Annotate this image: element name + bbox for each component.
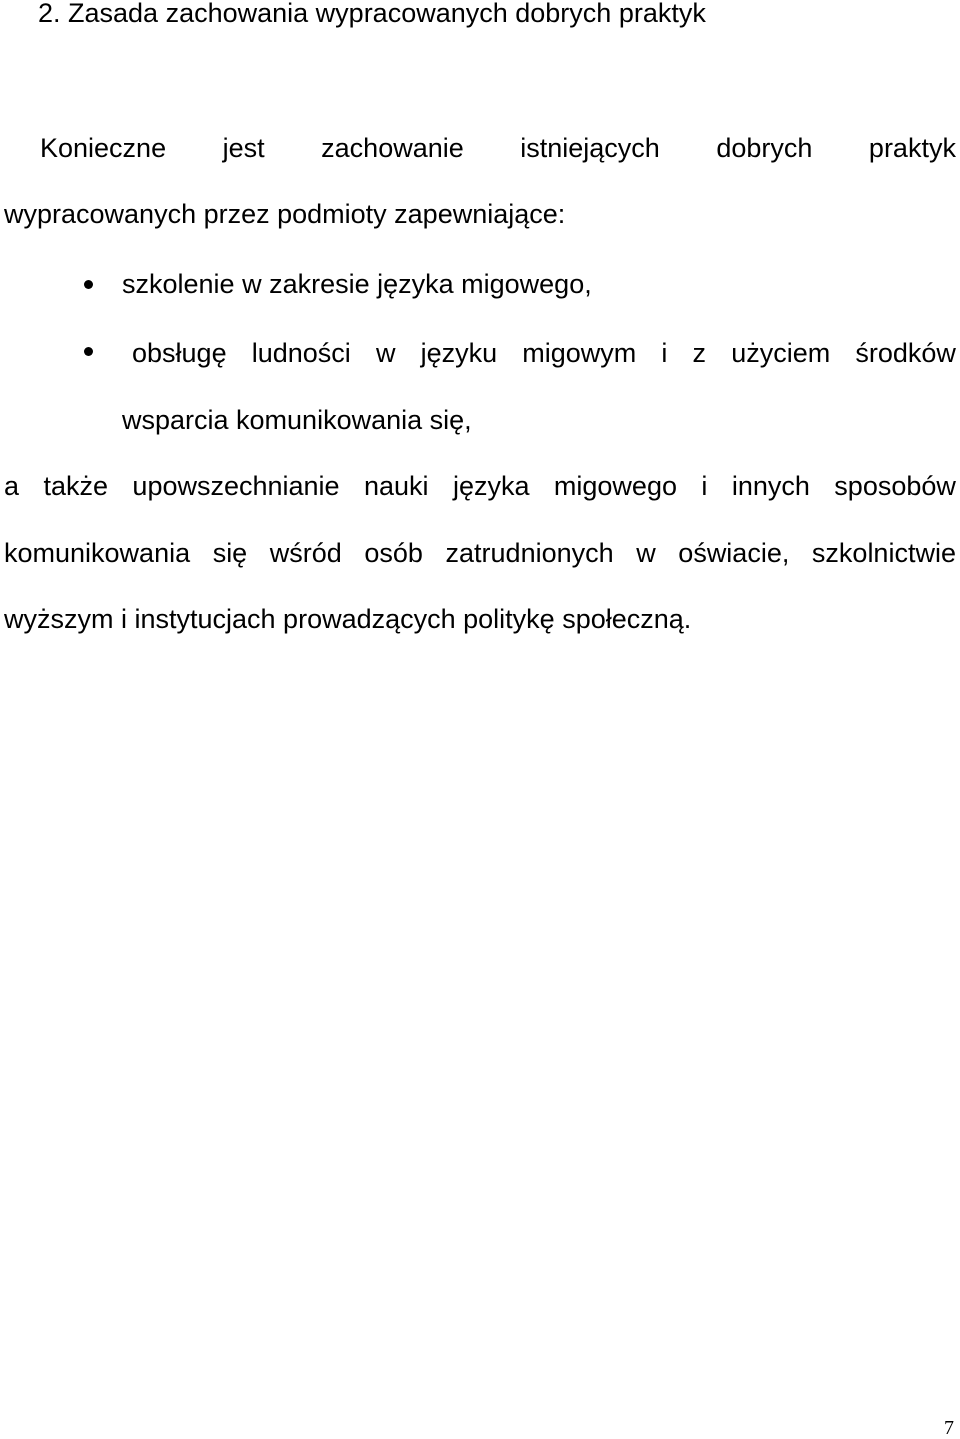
page-number: 7	[944, 1417, 954, 1439]
word: praktyk	[868, 133, 956, 163]
word: i	[701, 471, 708, 501]
word: ludności	[251, 338, 351, 368]
word: i	[661, 338, 668, 368]
word: oświacie,	[678, 538, 790, 568]
word: środków	[855, 338, 956, 368]
word: także	[43, 471, 108, 501]
word: się	[212, 538, 248, 568]
word: a	[4, 471, 20, 501]
word: innych	[731, 471, 810, 501]
closing-line-1	[4, 470, 956, 502]
bullet-dot-icon	[84, 280, 93, 289]
word: użyciem	[731, 338, 831, 368]
word: w	[375, 338, 396, 368]
word: migowym	[522, 338, 637, 368]
intro-line-2: wypracowanych przez podmioty zapewniające:	[4, 199, 566, 229]
word: w	[636, 538, 656, 568]
word: migowego	[553, 471, 677, 501]
word: języku	[420, 338, 498, 368]
word: obsługę	[132, 338, 227, 368]
word: języka	[452, 471, 530, 501]
word: komunikowania	[4, 538, 191, 568]
bullet-item-1: szkolenie w zakresie języka migowego,	[122, 269, 592, 299]
word: zachowanie	[321, 133, 464, 163]
word: upowszechnianie	[132, 471, 340, 501]
word: dobrych	[716, 133, 813, 163]
word: wśród	[269, 538, 342, 568]
section-heading: 2. Zasada zachowania wypracowanych dobrych praktyk	[38, 0, 706, 28]
word: jest	[222, 133, 265, 163]
word: z	[692, 338, 707, 368]
bullet-item-2-line-2: wsparcia komunikowania się,	[122, 405, 472, 435]
intro-line-1	[40, 132, 956, 164]
closing-line-2	[4, 537, 956, 569]
bullet-dot-icon	[84, 347, 93, 356]
word: osób	[364, 538, 423, 568]
word: nauki	[363, 471, 429, 501]
closing-line-3: wyższym i instytucjach prowadzących politykę społeczną.	[4, 604, 692, 634]
word: szkolnictwie	[811, 538, 956, 568]
word: istniejących	[520, 133, 660, 163]
word: Konieczne	[40, 133, 167, 163]
word: zatrudnionych	[445, 538, 614, 568]
bullet-item-2-line-1	[132, 337, 956, 369]
word: sposobów	[834, 471, 956, 501]
